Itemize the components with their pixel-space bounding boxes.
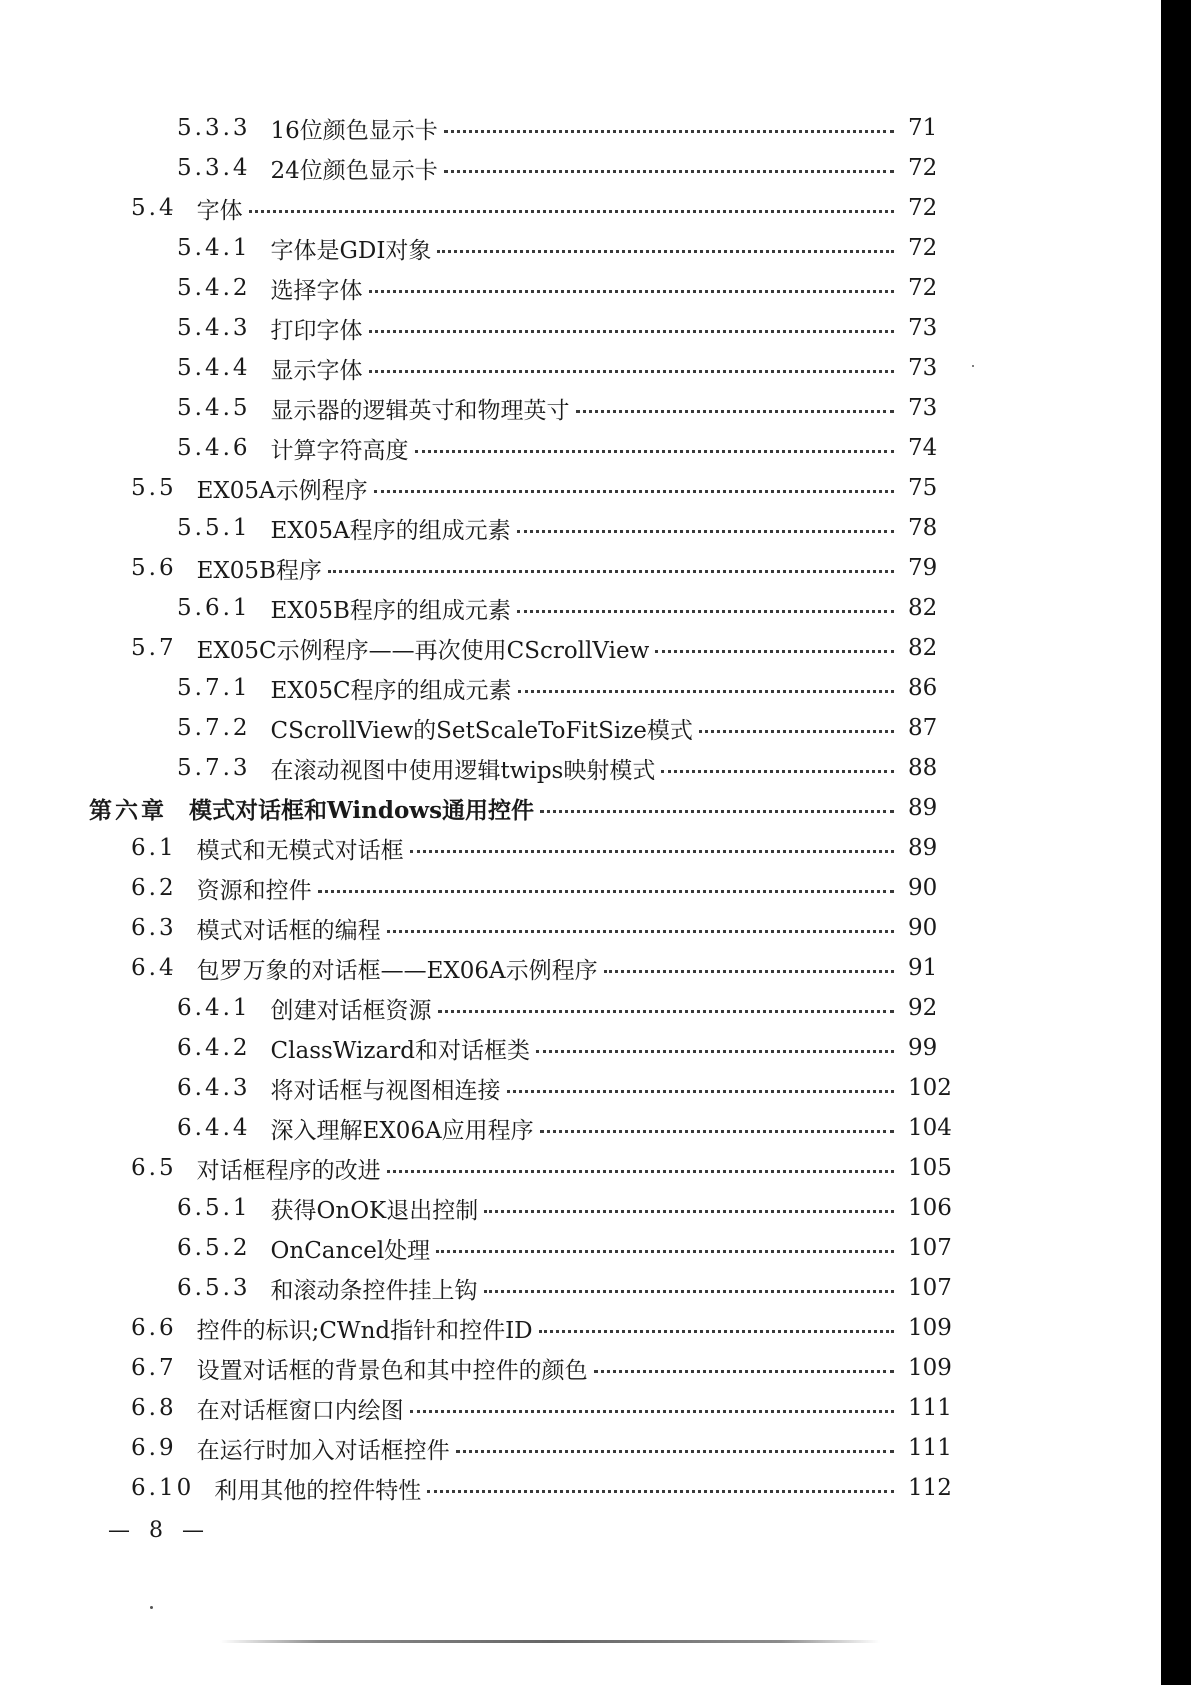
toc-entry: [131, 1148, 954, 1188]
section-title: 利用其他的控件特性: [214, 1477, 422, 1504]
toc-entry: [131, 628, 954, 668]
toc-entry: [177, 748, 954, 788]
section-title: 深入理解EX06A应用程序: [270, 1117, 534, 1144]
dot-leader: [518, 690, 894, 693]
chapter-title: 模式对话框和Windows通用控件: [189, 796, 535, 824]
section-number: 5.3.4: [177, 155, 251, 181]
toc-entry: [131, 828, 954, 868]
section-number: 6.6: [131, 1315, 177, 1341]
section-number: 6.9: [131, 1435, 177, 1461]
toc-entry: [177, 1068, 954, 1108]
dot-leader: [661, 770, 894, 773]
section-title: 对话框程序的改进: [196, 1157, 381, 1184]
dot-leader: [576, 410, 894, 413]
section-number: 6.5: [131, 1155, 177, 1181]
dot-leader: [484, 1290, 894, 1293]
section-title: 显示器的逻辑英寸和物理英寸: [270, 397, 570, 424]
toc-entry: [131, 1308, 954, 1348]
page-number: 87: [908, 715, 938, 741]
dot-leader: [655, 650, 894, 653]
page-number: 105: [908, 1155, 952, 1181]
section-number: 5.6.1: [177, 595, 251, 621]
scan-speck: [972, 365, 974, 367]
page-number: 72: [908, 155, 938, 181]
page-number: 106: [908, 1195, 952, 1221]
dot-leader: [387, 930, 894, 933]
toc-entry: [131, 908, 954, 948]
toc-entry: [177, 268, 954, 308]
toc-entry: [177, 1188, 954, 1228]
dot-leader: [369, 370, 894, 373]
section-title: 资源和控件: [196, 877, 312, 904]
page-number: 74: [908, 435, 938, 461]
dot-leader: [456, 1450, 894, 1453]
section-number: 6.4: [131, 955, 177, 981]
dot-leader: [517, 530, 894, 533]
page-number: 89: [908, 835, 938, 861]
dot-leader: [427, 1490, 894, 1493]
page-number: 73: [908, 395, 938, 421]
page-number: 92: [908, 995, 938, 1021]
page-number: 112: [908, 1475, 952, 1501]
section-number: 6.5.3: [177, 1275, 251, 1301]
section-title: 模式和无模式对话框: [196, 837, 404, 864]
section-title: 计算字符高度: [270, 437, 409, 464]
section-title: EX05A程序的组成元素: [270, 517, 511, 544]
section-number: 5.4.6: [177, 435, 251, 461]
section-title: 24位颜色显示卡: [270, 157, 438, 184]
section-title: 创建对话框资源: [270, 997, 432, 1024]
dot-leader: [387, 1170, 894, 1173]
toc-entry: [177, 428, 954, 468]
dot-leader: [374, 490, 894, 493]
section-title: 模式对话框的编程: [196, 917, 381, 944]
section-title: EX05B程序: [196, 557, 322, 584]
dot-leader: [507, 1090, 894, 1093]
section-number: 5.5.1: [177, 515, 251, 541]
section-title: 在运行时加入对话框控件: [196, 1437, 450, 1464]
toc-entry: [177, 508, 954, 548]
toc-entry: [177, 108, 954, 148]
dot-leader: [517, 610, 894, 613]
toc-chapter-entry: [89, 788, 954, 828]
section-title: 在滚动视图中使用逻辑twips映射模式: [270, 757, 656, 784]
dot-leader: [444, 130, 894, 133]
toc-entry: [177, 388, 954, 428]
toc-entry: [177, 228, 954, 268]
page-number: 104: [908, 1115, 952, 1141]
section-title: 控件的标识;CWnd指针和控件ID: [196, 1317, 533, 1344]
section-title: 将对话框与视图相连接: [270, 1077, 501, 1104]
toc-entry: [177, 1028, 954, 1068]
page-number: 82: [908, 635, 938, 661]
section-number: 5.4.3: [177, 315, 251, 341]
dot-leader: [410, 1410, 894, 1413]
section-title: 设置对话框的背景色和其中控件的颜色: [196, 1357, 588, 1384]
section-number: 6.4.1: [177, 995, 251, 1021]
dot-leader: [604, 970, 894, 973]
page-number: 72: [908, 235, 938, 261]
section-number: 6.4.4: [177, 1115, 251, 1141]
section-title: 在对话框窗口内绘图: [196, 1397, 404, 1424]
section-title: 选择字体: [270, 277, 363, 304]
section-number: 5.7.2: [177, 715, 251, 741]
toc-entry: [177, 308, 954, 348]
dot-leader: [410, 850, 894, 853]
page-number: 107: [908, 1235, 952, 1261]
section-number: 5.7: [131, 635, 177, 661]
dot-leader: [369, 290, 894, 293]
chapter-number: 第六章: [89, 796, 167, 824]
scan-speck: [150, 1606, 153, 1609]
page-number: 72: [908, 275, 938, 301]
toc-entry: [131, 188, 954, 228]
page-number: 78: [908, 515, 938, 541]
section-title: ClassWizard和对话框类: [270, 1037, 530, 1064]
section-number: 5.4: [131, 195, 177, 221]
dot-leader: [536, 1050, 894, 1053]
toc-entry: [131, 548, 954, 588]
section-number: 6.3: [131, 915, 177, 941]
toc-entry: [131, 1428, 954, 1468]
section-number: 5.6: [131, 555, 177, 581]
page-number: 107: [908, 1275, 952, 1301]
page-number: 79: [908, 555, 938, 581]
dot-leader: [540, 810, 894, 813]
dot-leader: [438, 1010, 894, 1013]
section-number: 5.3.3: [177, 115, 251, 141]
toc-entry: [131, 868, 954, 908]
section-title: EX05C程序的组成元素: [270, 677, 512, 704]
page-number: 71: [908, 115, 938, 141]
section-title: OnCancel处理: [270, 1237, 431, 1264]
page-number: 109: [908, 1315, 952, 1341]
dot-leader: [444, 170, 894, 173]
dot-leader: [369, 330, 894, 333]
dot-leader: [249, 210, 894, 213]
section-title: 16位颜色显示卡: [270, 117, 438, 144]
page-number: 89: [908, 795, 938, 821]
section-title: 和滚动条控件挂上钩: [270, 1277, 478, 1304]
page-number: 72: [908, 195, 938, 221]
dot-leader: [594, 1370, 894, 1373]
page-number: 91: [908, 955, 938, 981]
page-number: 99: [908, 1035, 938, 1061]
dot-leader: [484, 1210, 894, 1213]
toc-entry: [177, 588, 954, 628]
section-number: 5.4.5: [177, 395, 251, 421]
dot-leader: [436, 1250, 894, 1253]
toc-entry: [131, 1348, 954, 1388]
page-number: 75: [908, 475, 938, 501]
section-number: 6.2: [131, 875, 177, 901]
toc-entry: [177, 1268, 954, 1308]
toc-entry: [131, 1388, 954, 1428]
page-number: 109: [908, 1355, 952, 1381]
page-number: 73: [908, 355, 938, 381]
scan-artifact-line: [220, 1640, 880, 1643]
section-title: 打印字体: [270, 317, 363, 344]
page-number: 111: [908, 1435, 952, 1461]
toc-entry: [177, 148, 954, 188]
page-number: 86: [908, 675, 938, 701]
section-number: 5.7.3: [177, 755, 251, 781]
dot-leader: [328, 570, 894, 573]
section-title: 显示字体: [270, 357, 363, 384]
section-title: EX05B程序的组成元素: [270, 597, 511, 624]
section-title: EX05C示例程序——再次使用CScrollView: [196, 637, 650, 664]
dot-leader: [318, 890, 894, 893]
section-title: EX05A示例程序: [196, 477, 368, 504]
toc-entry: [177, 1108, 954, 1148]
section-number: 6.4.3: [177, 1075, 251, 1101]
section-number: 5.4.2: [177, 275, 251, 301]
section-number: 5.5: [131, 475, 177, 501]
page-number: 90: [908, 915, 938, 941]
toc-entry: [177, 668, 954, 708]
page-number: 102: [908, 1075, 952, 1101]
toc-entry: [177, 348, 954, 388]
scan-dark-edge: [1161, 0, 1191, 1685]
page-number: 88: [908, 755, 938, 781]
page-footer-number: — 8 —: [108, 1518, 210, 1543]
section-number: 6.5.1: [177, 1195, 251, 1221]
toc-entry: [131, 948, 954, 988]
section-number: 5.7.1: [177, 675, 251, 701]
section-title: 获得OnOK退出控制: [270, 1197, 479, 1224]
toc-entry: [177, 708, 954, 748]
page-number: 111: [908, 1395, 952, 1421]
toc-entry: [177, 988, 954, 1028]
section-number: 6.5.2: [177, 1235, 251, 1261]
dot-leader: [437, 250, 894, 253]
section-title: 字体: [196, 197, 243, 224]
section-number: 6.1: [131, 835, 177, 861]
toc-entry: [177, 1228, 954, 1268]
section-number: 6.4.2: [177, 1035, 251, 1061]
toc-entry: [131, 468, 954, 508]
dot-leader: [540, 1130, 894, 1133]
dot-leader: [415, 450, 894, 453]
section-number: 6.7: [131, 1355, 177, 1381]
section-number: 6.8: [131, 1395, 177, 1421]
page-number: 73: [908, 315, 938, 341]
section-title: CScrollView的SetScaleToFitSize模式: [270, 717, 693, 744]
section-number: 6.10: [131, 1475, 195, 1501]
page-number: 90: [908, 875, 938, 901]
section-number: 5.4.1: [177, 235, 251, 261]
dot-leader: [539, 1330, 894, 1333]
page-number: 82: [908, 595, 938, 621]
toc-entry: [131, 1468, 954, 1508]
dot-leader: [699, 730, 894, 733]
section-title: 字体是GDI对象: [270, 237, 432, 264]
section-title: 包罗万象的对话框——EX06A示例程序: [196, 957, 598, 984]
section-number: 5.4.4: [177, 355, 251, 381]
